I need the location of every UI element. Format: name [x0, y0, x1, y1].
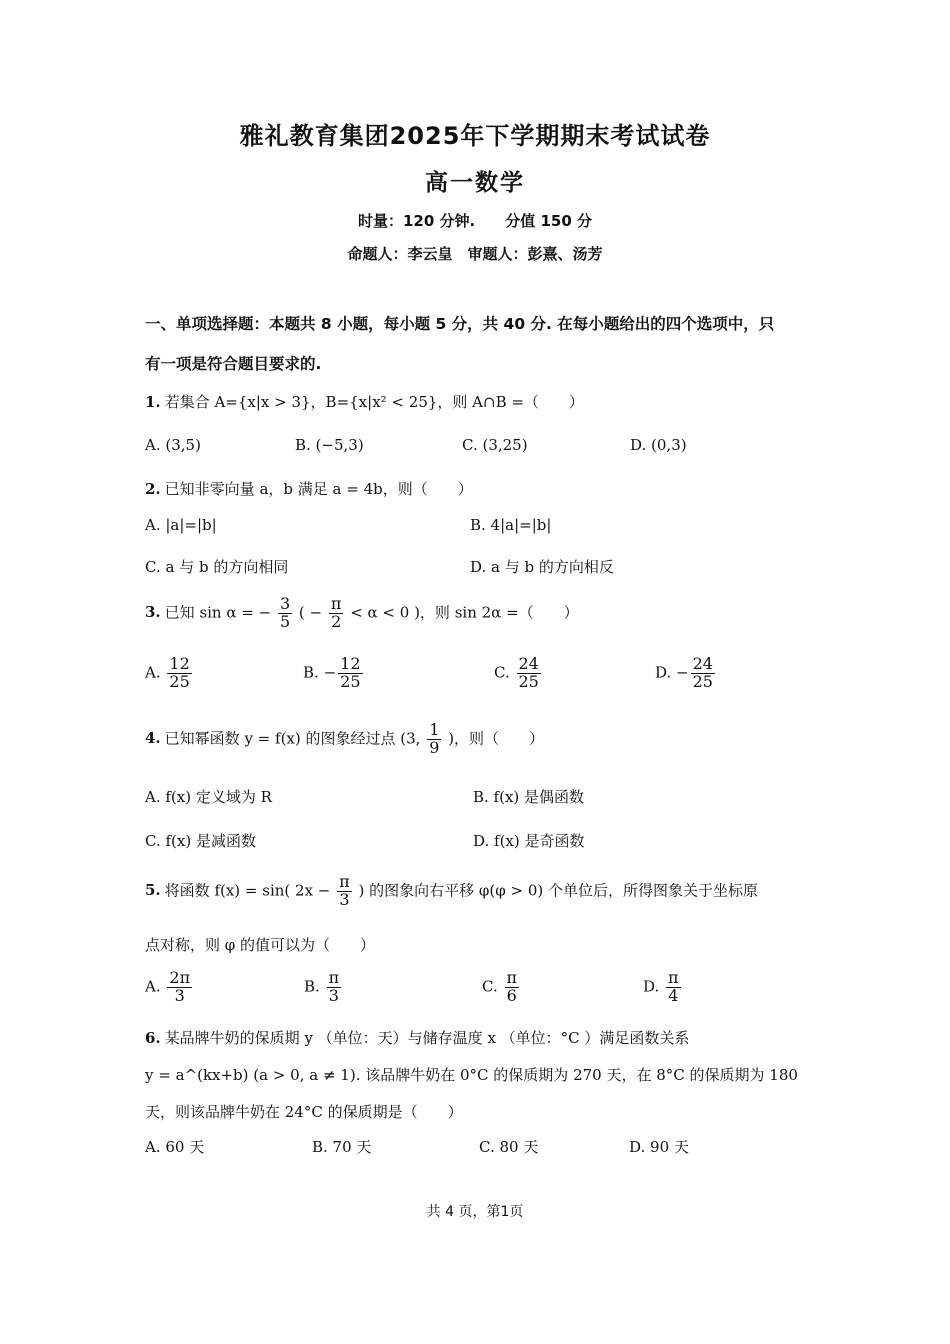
question-1	[145, 391, 584, 412]
q5-option-d: D. $\frac{\pi}{4}$	[643, 968, 679, 1005]
q3-option-b: B. − $\frac{12}{25}$	[303, 654, 361, 691]
q4-option-b: B. f(x) 是偶函数	[473, 788, 585, 806]
question-number: 6.	[145, 1029, 161, 1047]
q1-option-d: D. (0,3)	[630, 436, 687, 454]
question-number: 4.	[145, 729, 161, 748]
question-number: 3.	[145, 603, 161, 622]
q5-option-b: B. $\frac{\pi}{3}$	[304, 968, 340, 1005]
q2-option-d: D. a 与 b 的方向相反	[470, 558, 614, 576]
q4-option-d: D. f(x) 是奇函数	[473, 832, 585, 850]
q3-option-d: D. − $\frac{24}{25}$	[655, 654, 713, 691]
question-text: 某品牌牛奶的保质期 y （单位：天）与储存温度 x （单位：°C ）满足函数关系	[164, 1029, 690, 1047]
question-number: 2.	[145, 480, 161, 498]
fraction-3-5: $\frac{3}{5}$	[279, 594, 291, 631]
q5-option-c: C. $\frac{\pi}{6}$	[482, 968, 518, 1005]
fraction-pi-3: $\frac{\pi}{3}$	[339, 872, 350, 909]
question-5-line2: 点对称，则 φ 的值可以为（ ）	[145, 936, 376, 954]
question-text-pre: 将函数 f(x) = sin( 2x −	[164, 881, 331, 900]
question-6-line2: y = a^(kx+b) (a > 0, a ≠ 1). 该品牌牛奶在 0°C 的保质期为 270 天，在 8°C 的保质期为 180	[145, 1066, 798, 1084]
question-5	[145, 874, 758, 909]
question-text-post: ) 的图象向右平移 φ(φ > 0) 个单位后，所得图象关于坐标原	[358, 881, 758, 900]
q3-option-a: A. $\frac{12}{25}$	[145, 654, 190, 691]
q2-option-b: B. 4|a|=|b|	[470, 516, 552, 534]
question-3	[145, 596, 579, 631]
authors-info: 命题人：李云皇 审题人：彭熹、汤芳	[347, 245, 603, 263]
q1-option-c: C. (3,25)	[462, 436, 528, 454]
fraction-pi-2: $\frac{\pi}{2}$	[330, 594, 342, 631]
question-text-pre: 已知幂函数 y = f(x) 的图象经过点 (3,	[164, 729, 421, 748]
exam-subtitle: 高一数学	[425, 170, 525, 196]
q3-option-c: C. $\frac{24}{25}$	[494, 654, 539, 691]
q6-option-a: A. 60 天	[145, 1138, 205, 1156]
page-footer: 共 4 页，第1页	[426, 1204, 524, 1220]
question-text: 若集合 A={x|x > 3}，B={x|x² < 25}，则 A∩B =（ ）	[164, 393, 584, 411]
question-2	[145, 478, 473, 499]
question-6-line3: 天，则该品牌牛奶在 24°C 的保质期是（ ）	[145, 1103, 463, 1121]
question-text-mid2: < α < 0 )，则 sin 2α =（ ）	[350, 603, 579, 622]
section-heading-line2: 有一项是符合题目要求的.	[145, 355, 322, 373]
q6-option-c: C. 80 天	[479, 1138, 539, 1156]
question-text-post: )，则（ ）	[448, 729, 545, 748]
q4-option-a: A. f(x) 定义域为 R	[145, 788, 272, 806]
section-heading-line1: 一、单项选择题：本题共 8 小题，每小题 5 分，共 40 分. 在每小题给出的四个选项中，只	[145, 315, 775, 333]
question-text-mid1: ( −	[298, 603, 323, 622]
q4-option-c: C. f(x) 是减函数	[145, 832, 256, 850]
question-6	[145, 1027, 689, 1048]
question-number: 1.	[145, 393, 161, 411]
q2-option-c: C. a 与 b 的方向相同	[145, 558, 289, 576]
q1-option-a: A. (3,5)	[145, 436, 201, 454]
fraction-1-9: $\frac{1}{9}$	[429, 720, 440, 757]
question-text: 已知非零向量 a，b 满足 a = 4b，则（ ）	[164, 480, 473, 498]
exam-title: 雅礼教育集团2025年下学期期末考试试卷	[239, 122, 711, 150]
q1-option-b: B. (−5,3)	[295, 436, 364, 454]
q2-option-a: A. |a|=|b|	[145, 516, 217, 534]
q6-option-b: B. 70 天	[312, 1138, 372, 1156]
q5-option-a: A. $\frac{2\pi}{3}$	[145, 968, 191, 1005]
time-score-info: 时量：120 分钟. 分值 150 分	[358, 212, 592, 230]
question-text-pre: 已知 sin α = −	[164, 603, 272, 622]
q6-option-d: D. 90 天	[629, 1138, 689, 1156]
question-4	[145, 722, 544, 757]
question-number: 5.	[145, 881, 161, 900]
